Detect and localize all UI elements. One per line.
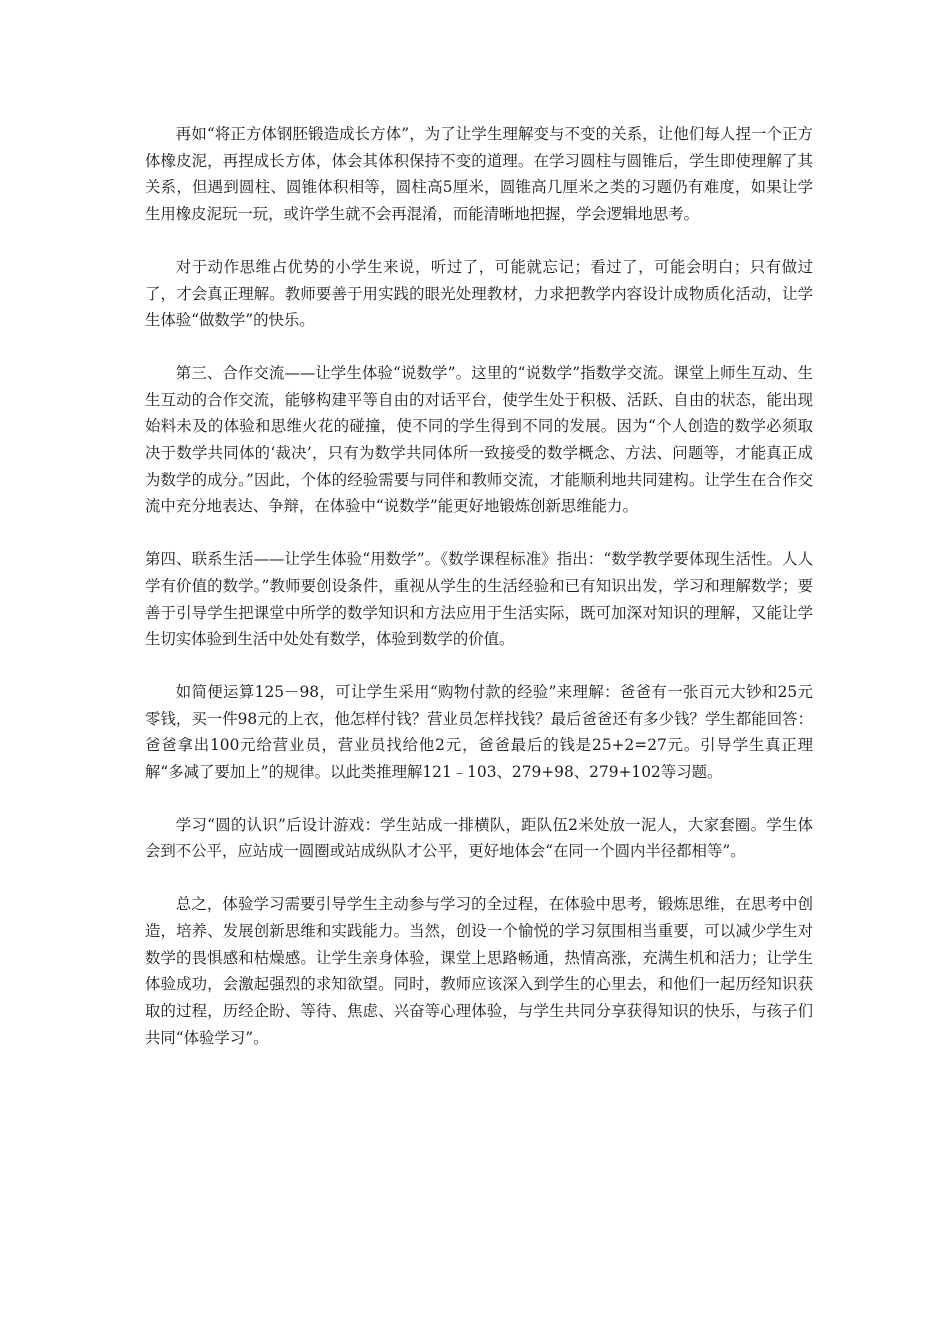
document-body xyxy=(145,121,813,1077)
paragraph-2: 对于动作思维占优势的小学生来说，听过了，可能就忘记；看过了，可能会明白；只有做过了，才会真正理解。教师要善于用实践的眼光处理教材，力求把教学内容设计成物质化活动，让学生体验“做数学”的快乐。 xyxy=(145,257,813,330)
paragraph-1: 再如“将正方体钢胚锻造成长方体”，为了让学生理解变与不变的关系，让他们每人捏一个正方体橡皮泥，再捏成长方体，体会其体积保持不变的道理。在学习圆柱与圆锥后，学生即使理解了其关系，但遇到圆柱、圆锥体积相等，圆柱高5厘米，圆锥高几厘米之类的习题仍有难度，如果让学生用橡皮泥玩一玩，或许学生就不会再混淆，而能清晰地把握，学会逻辑地思考。 xyxy=(145,125,813,224)
paragraph-5: 如简便运算125－98，可让学生采用“购物付款的经验”来理解：爸爸有一张百元大钞和25元零钱，买一件98元的上衣，他怎样付钱？营业员怎样找钱？最后爸爸还有多少钱？学生都能回答：爸爸拿出100元给营业员，营业员找给他2元，爸爸最后的钱是25+2=27元。引导学生真正理解“多减了要加上”的规律。以此类推理解121﹣103、279+98、279+102等习题。 xyxy=(145,682,813,782)
paragraph-6: 学习“圆的认识”后设计游戏：学生站成一排横队，距队伍2米处放一泥人，大家套圈。学生体会到不公平，应站成一圆圈或站成纵队才公平，更好地体会“在同一个圆内半径都相等”。 xyxy=(145,815,813,861)
paragraph-7: 总之，体验学习需要引导学生主动参与学习的全过程，在体验中思考，锻炼思维，在思考中创造，培养、发展创新思维和实践能力。当然，创设一个愉悦的学习氛围相当重要，可以减少学生对数学的畏惧感和枯燥感。让学生亲身体验，课堂上思路畅通，热情高涨，充满生机和活力；让学生体验成功，会激起强烈的求知欲望。同时，教师应该深入到学生的心里去，和他们一起历经知识获取的过程，历经企盼、等待、焦虑、兴奋等心理体验，与学生共同分享获得知识的快乐，与孩子们共同“体验学习”。 xyxy=(145,895,813,1047)
paragraph-3: 第三、合作交流——让学生体验“说数学”。这里的“说数学”指数学交流。课堂上师生互动、生生互动的合作交流，能够构建平等自由的对话平台，使学生处于积极、活跃、自由的状态，能出现始料未及的体验和思维火花的碰撞，使不同的学生得到不同的发展。因为“个人创造的数学必须取决于数学共同体的‘裁决’，只有为数学共同体所一致接受的数学概念、方法、问题等，才能真正成为数学的成分。”因此，个体的经验需要与同伴和教师交流，才能顺利地共同建构。让学生在合作交流中充分地表达、争辩，在体验中“说数学”能更好地锻炼创新思维能力。 xyxy=(145,363,813,516)
paragraph-4: 第四、联系生活——让学生体验“用数学”。《数学课程标准》指出：“数学教学要体现生活性。人人学有价值的数学。”教师要创设条件，重视从学生的生活经验和已有知识出发，学习和理解数学；要善于引导学生把课堂中所学的数学知识和方法应用于生活实际，既可加深对知识的理解，又能让学生切实体验到生活中处处有数学，体验到数学的价值。 xyxy=(145,550,813,649)
